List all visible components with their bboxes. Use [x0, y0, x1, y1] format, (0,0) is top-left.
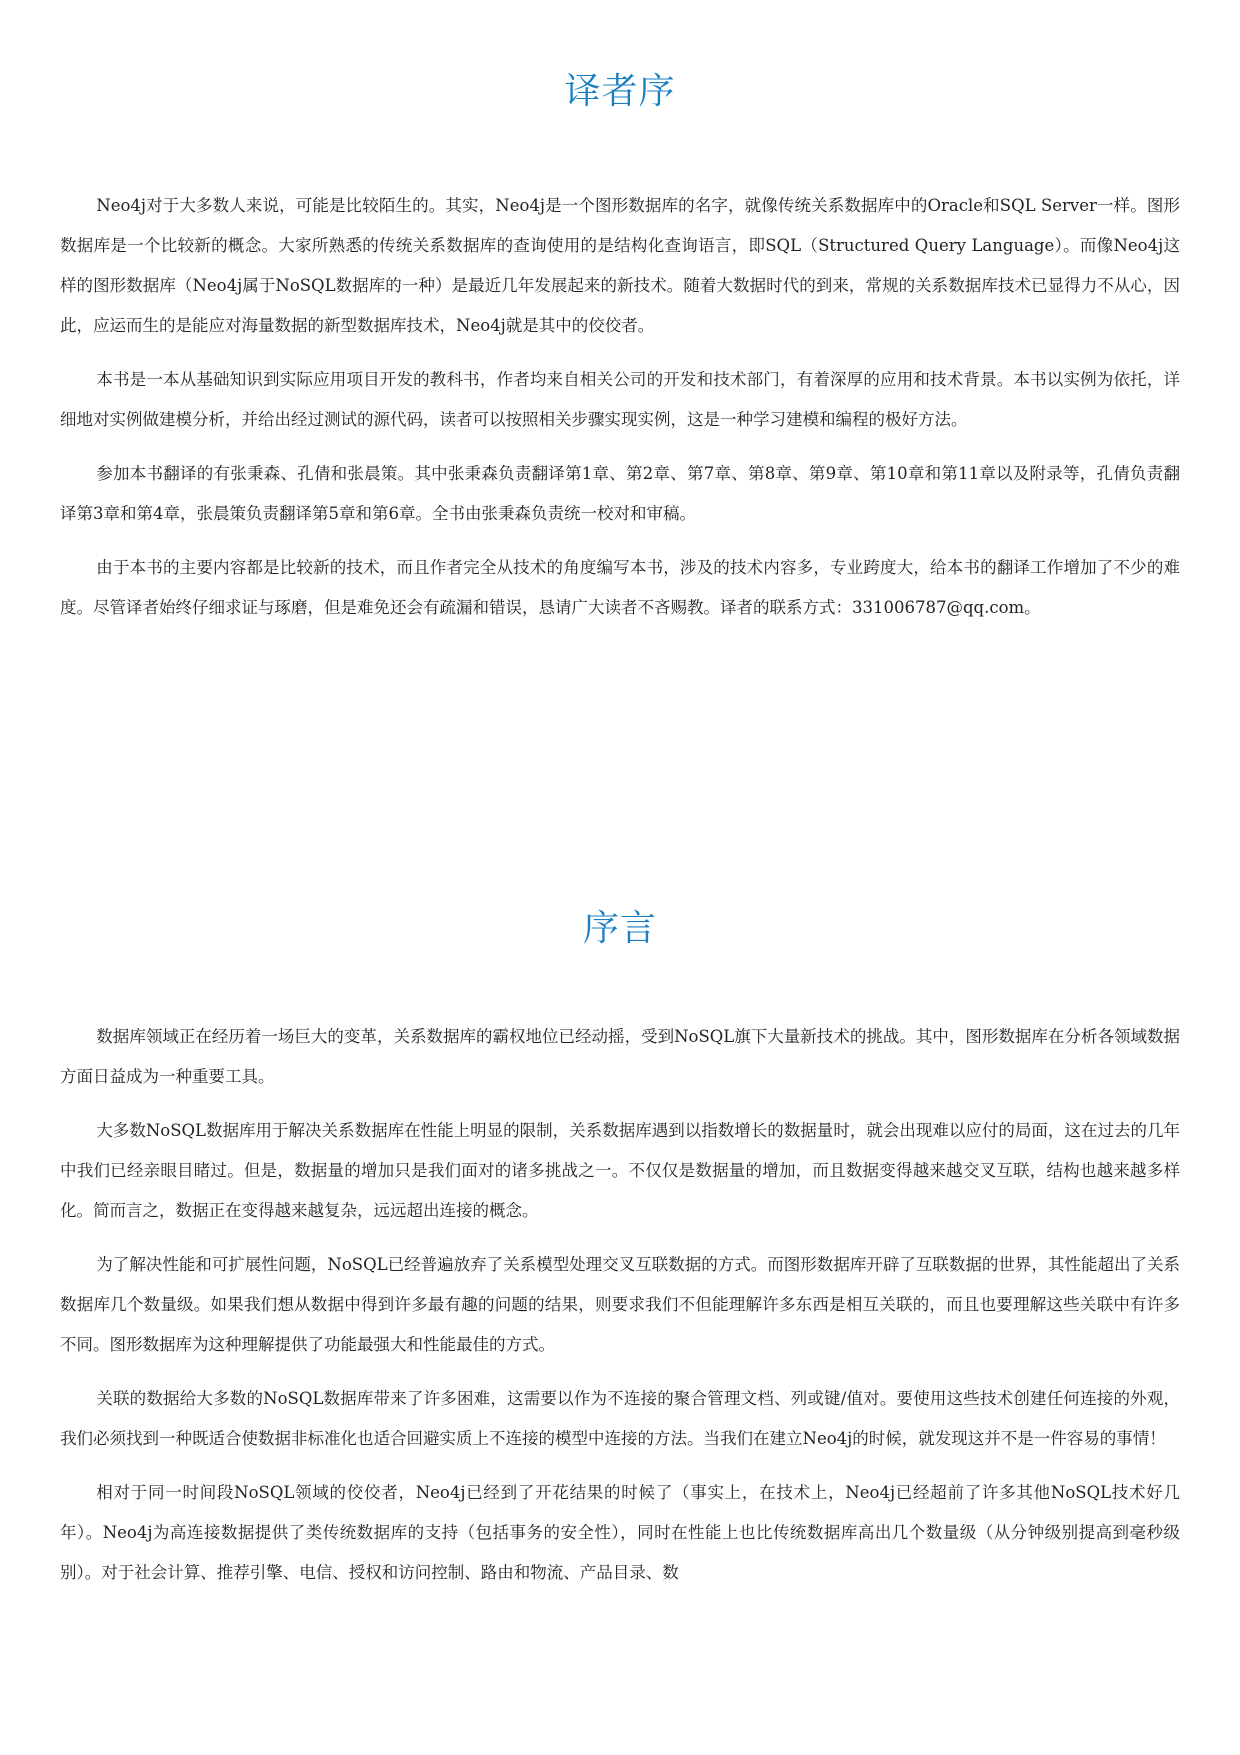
paragraph: 数据库领域正在经历着一场巨大的变革，关系数据库的霸权地位已经动摇，受到NoSQL旗下大量新技术的挑战。其中，图形数据库在分析各领域数据方面日益成为一种重要工具。	[60, 1027, 1180, 1086]
paragraph: 关联的数据给大多数的NoSQL数据库带来了许多困难，这需要以作为不连接的聚合管理文档、列或键/值对。要使用这些技术创建任何连接的外观，我们必须找到一种既适合使数据非标准化也适合回避实质上不连接的模型中连接的方法。当我们在建立Neo4j的时候，就发现这并不是一件容易的事情！	[60, 1389, 1180, 1448]
paragraph: 参加本书翻译的有张秉森、孔倩和张晨策。其中张秉森负责翻译第1章、第2章、第7章、第8章、第9章、第10章和第11章以及附录等，孔倩负责翻译第3章和第4章，张晨策负责翻译第5章和第6章。全书由张秉森负责统一校对和审稿。	[60, 464, 1180, 523]
paragraph: 由于本书的主要内容都是比较新的技术，而且作者完全从技术的角度编写本书，涉及的技术内容多，专业跨度大，给本书的翻译工作增加了不少的难度。尽管译者始终仔细求证与琢磨，但是难免还会有疏漏和错误，恳请广大读者不吝赐教。译者的联系方式：331006787@qq.com。	[60, 558, 1180, 617]
paragraph: Neo4j对于大多数人来说，可能是比较陌生的。其实，Neo4j是一个图形数据库的名字，就像传统关系数据库中的Oracle和SQL Server一样。图形数据库是一个比较新的概念。大家所熟悉的传统关系数据库的查询使用的是结构化查询语言，即SQL（Structured Query Language）。而像Neo4j这样的图形数据库（Neo4j属于NoSQL数据库的一种）是最近几年发展起来的新技术。随着大数据时代的到来，常规的关系数据库技术已显得力不从心，因此，应运而生的是能应对海量数据的新型数据库技术，Neo4j就是其中的佼佼者。	[60, 196, 1180, 335]
paragraph: 本书是一本从基础知识到实际应用项目开发的教科书，作者均来自相关公司的开发和技术部门，有着深厚的应用和技术背景。本书以实例为依托，详细地对实例做建模分析，并给出经过测试的源代码，读者可以按照相关步骤实现实例，这是一种学习建模和编程的极好方法。	[60, 370, 1180, 429]
translator-preface-body	[60, 186, 1180, 628]
preface-body	[60, 1017, 1180, 1593]
translator-preface-section	[60, 68, 1180, 642]
paragraph: 大多数NoSQL数据库用于解决关系数据库在性能上明显的限制，关系数据库遇到以指数增长的数据量时，就会出现难以应付的局面，这在过去的几年中我们已经亲眼目睹过。但是，数据量的增加只是我们面对的诸多挑战之一。不仅仅是数据量的增加，而且数据变得越来越交叉互联，结构也越来越多样化。简而言之，数据正在变得越来越复杂，远远超出连接的概念。	[60, 1121, 1180, 1220]
translator-preface-title: 译者序	[564, 71, 676, 112]
preface-title: 序言	[582, 908, 657, 949]
paragraph: 相对于同一时间段NoSQL领域的佼佼者，Neo4j已经到了开花结果的时候了（事实上，在技术上，Neo4j已经超前了许多其他NoSQL技术好几年）。Neo4j为高连接数据提供了类传统数据库的支持（包括事务的安全性），同时在性能上也比传统数据库高出几个数量级（从分钟级别提高到毫秒级别）。对于社会计算、推荐引擎、电信、授权和访问控制、路由和物流、产品目录、数	[60, 1483, 1180, 1582]
paragraph: 为了解决性能和可扩展性问题，NoSQL已经普遍放弃了关系模型处理交叉互联数据的方式。而图形数据库开辟了互联数据的世界，其性能超出了关系数据库几个数量级。如果我们想从数据中得到许多最有趣的问题的结果，则要求我们不但能理解许多东西是相互关联的，而且也要理解这些关联中有许多不同。图形数据库为这种理解提供了功能最强大和性能最佳的方式。	[60, 1255, 1180, 1354]
preface-section	[60, 905, 1180, 1607]
